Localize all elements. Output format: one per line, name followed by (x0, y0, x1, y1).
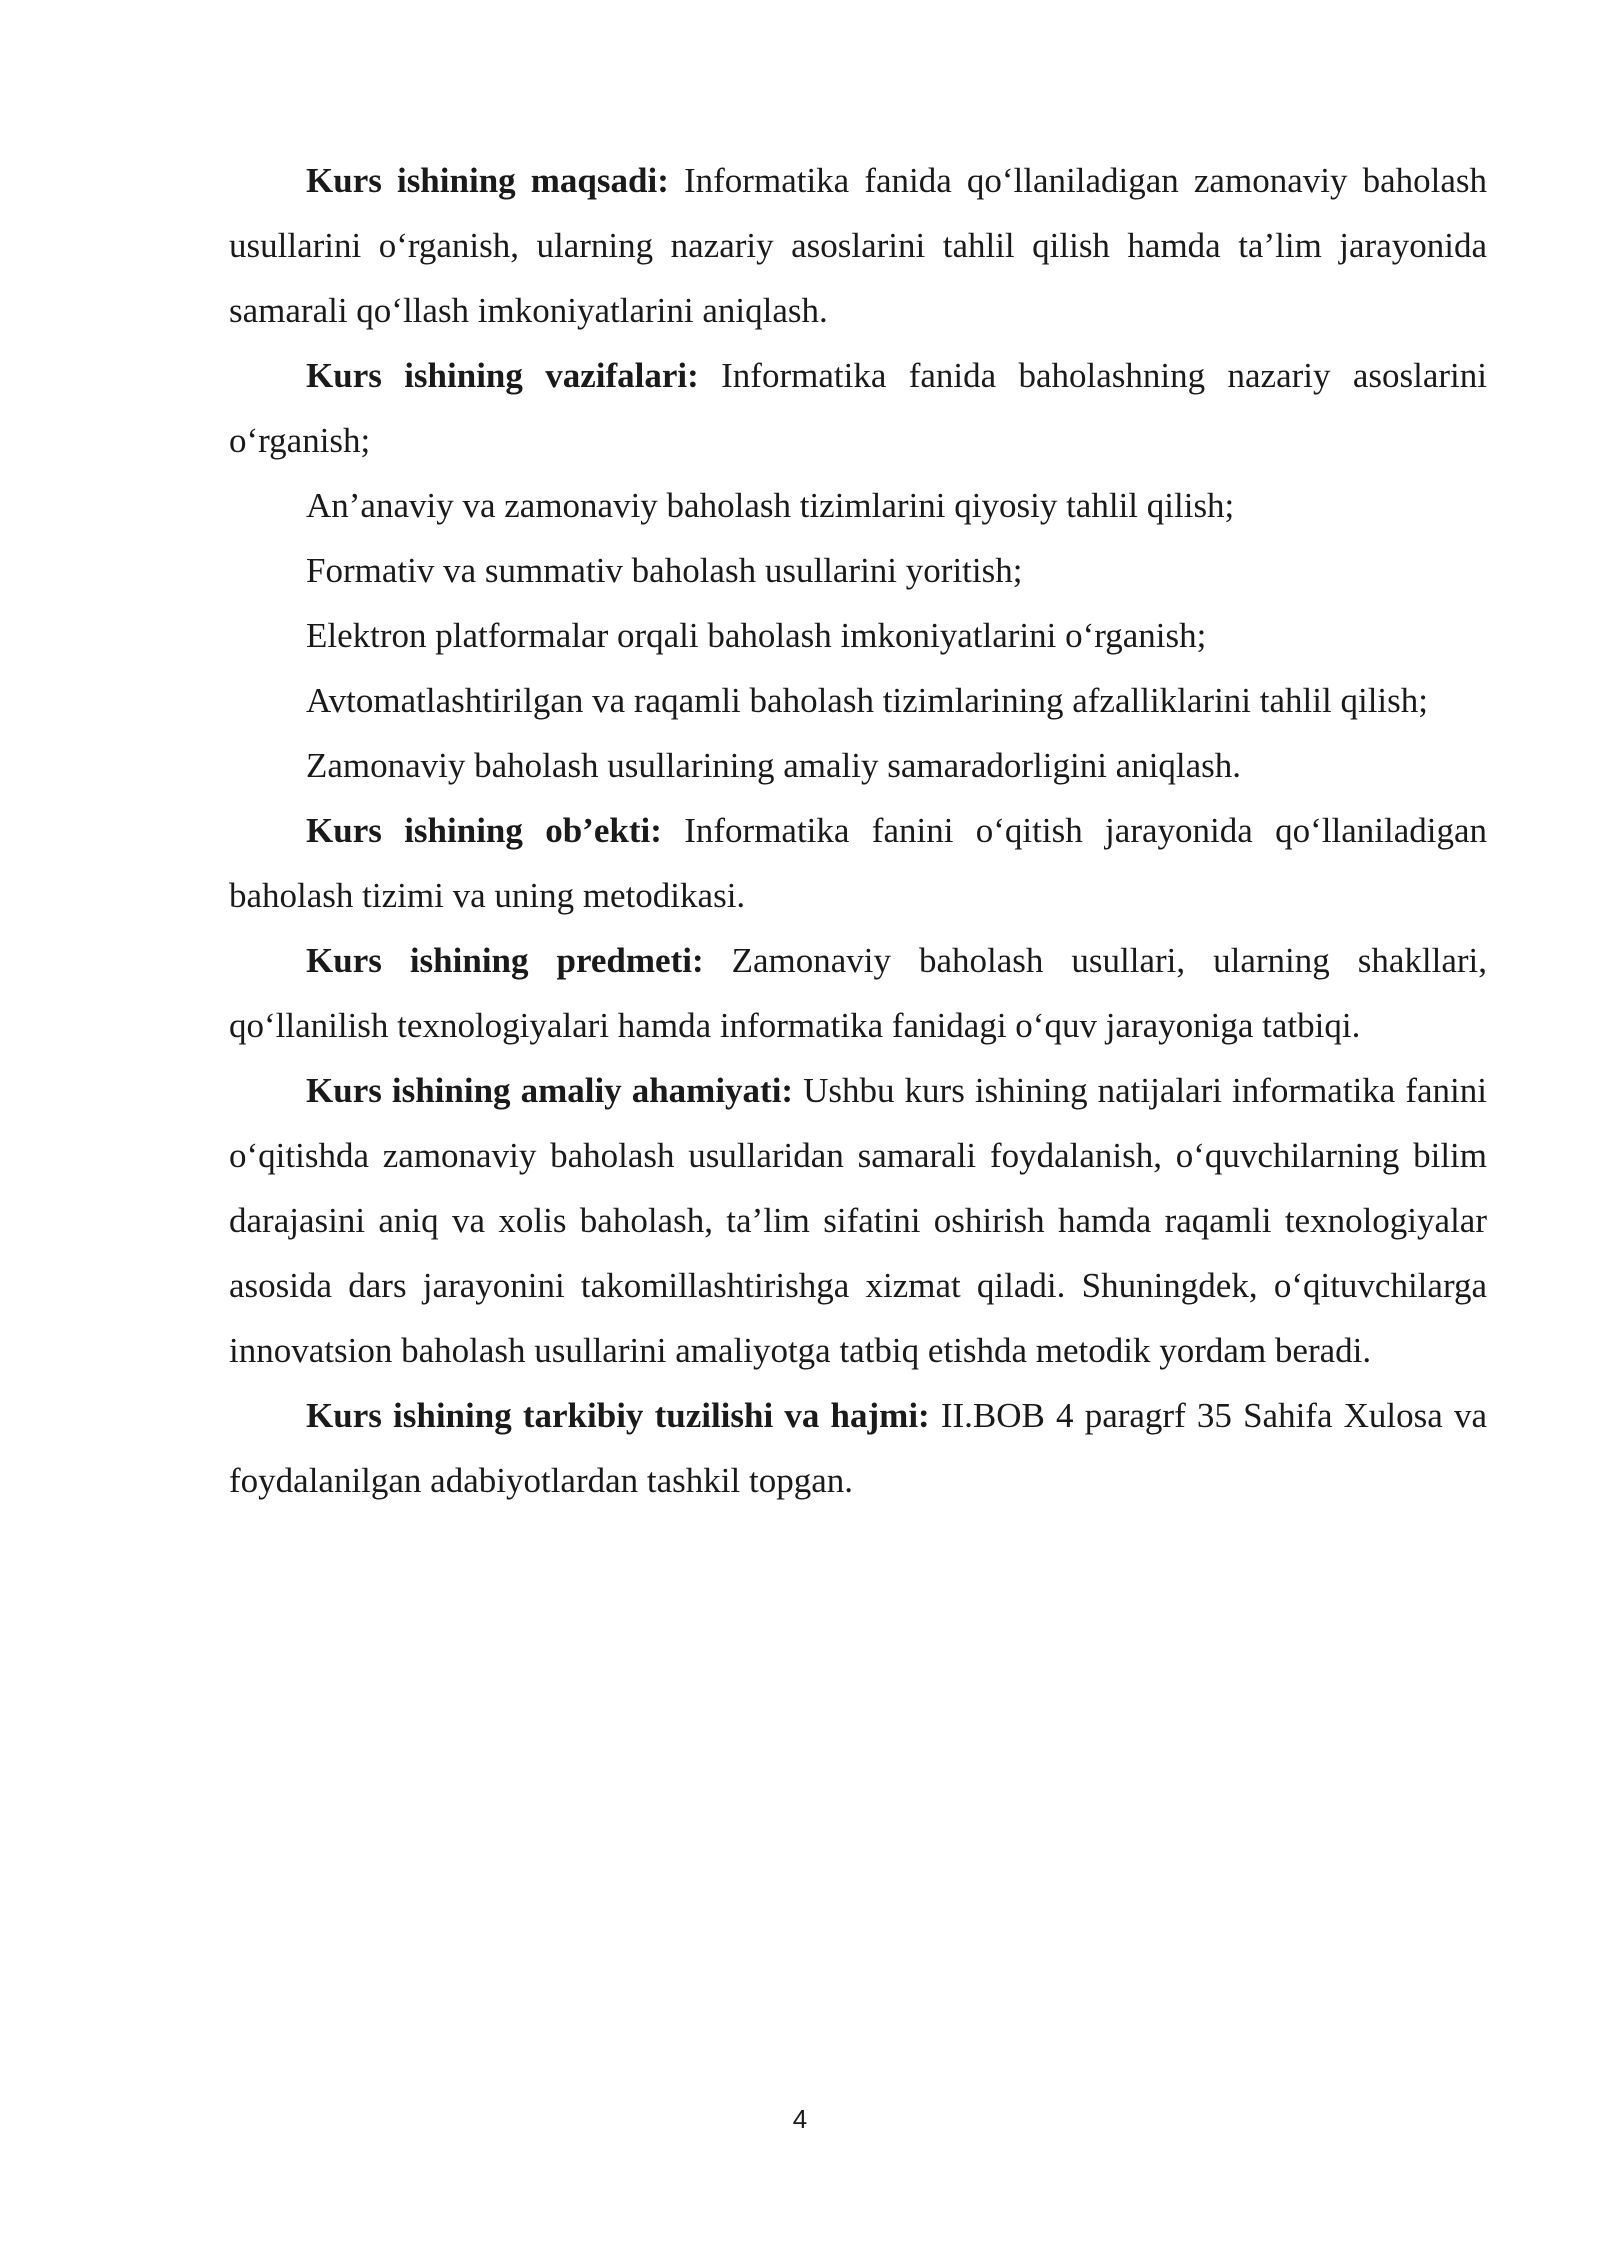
goal-paragraph (229, 148, 1487, 343)
task-item (229, 733, 1487, 798)
paragraph-text: Formativ va summativ baholash usullarini yoritish; (306, 551, 1023, 590)
paragraph-heading: Kurs ishining predmeti: (306, 941, 704, 980)
paragraph-text: Zamonaviy baholash usullarining amaliy samaradorligini aniqlash. (306, 746, 1242, 785)
paragraph-heading: Kurs ishining tarkibiy tuzilishi va hajmi: (306, 1396, 930, 1435)
paragraph-text: Avtomatlashtirilgan va raqamli baholash tizimlarining afzalliklarini tahlil qilish; (306, 681, 1428, 720)
subject-paragraph (229, 928, 1487, 1058)
task-item (229, 668, 1487, 733)
task-item (229, 538, 1487, 603)
object-paragraph (229, 798, 1487, 928)
practical-significance-paragraph (229, 1058, 1487, 1383)
paragraph-text: Ushbu kurs ishining natijalari informatika fanini o‘qitishda zamonaviy baholash usullaridan samarali foydalanish, o‘quvchilarning bilim darajasini aniq va xolis baholash, ta’lim sifatini oshirish hamda raqamli texnologiyalar asosida dars jarayonini takomillashtirishga xizmat qiladi. Shuningdek, o‘qituvchilarga innovatsion baholash usullarini amaliyotga tatbiq etishda metodik yordam beradi. (229, 1071, 1487, 1370)
task-item (229, 473, 1487, 538)
paragraph-heading: Kurs ishining amaliy ahamiyati: (306, 1071, 794, 1110)
tasks-paragraph (229, 343, 1487, 473)
paragraph-heading: Kurs ishining vazifalari: (306, 356, 699, 395)
paragraph-text: Zamonaviy baholash usullari, ularning shakllari, qo‘llanilish texnologiyalari hamda informatika fanidagi o‘quv jarayoniga tatbiqi. (229, 941, 1487, 1045)
paragraph-heading: Kurs ishining ob’ekti: (306, 811, 662, 850)
paragraph-text: An’anaviy va zamonaviy baholash tizimlarini qiyosiy tahlil qilish; (306, 486, 1235, 525)
paragraph-text: Informatika fanida qo‘llaniladigan zamonaviy baholash usullarini o‘rganish, ularning nazariy asoslarini tahlil qilish hamda ta’lim jarayonida samarali qo‘llash imkoniyatlarini aniqlash. (229, 161, 1487, 330)
task-item (229, 603, 1487, 668)
paragraph-text: Informatika fanini o‘qitish jarayonida qo‘llaniladigan baholash tizimi va uning metodikasi. (229, 811, 1487, 915)
document-page (229, 148, 1487, 1513)
paragraph-text: II.BOB 4 paragrf 35 Sahifa Xulosa va foydalanilgan adabiyotlardan tashkil topgan. (229, 1396, 1487, 1500)
structure-paragraph (229, 1383, 1487, 1513)
page-number: 4 (792, 2104, 808, 2134)
paragraph-heading: Kurs ishining maqsadi: (306, 161, 669, 200)
paragraph-text: Informatika fanida baholashning nazariy asoslarini o‘rganish; (229, 356, 1487, 460)
paragraph-text: Elektron platformalar orqali baholash imkoniyatlarini o‘rganish; (306, 616, 1207, 655)
